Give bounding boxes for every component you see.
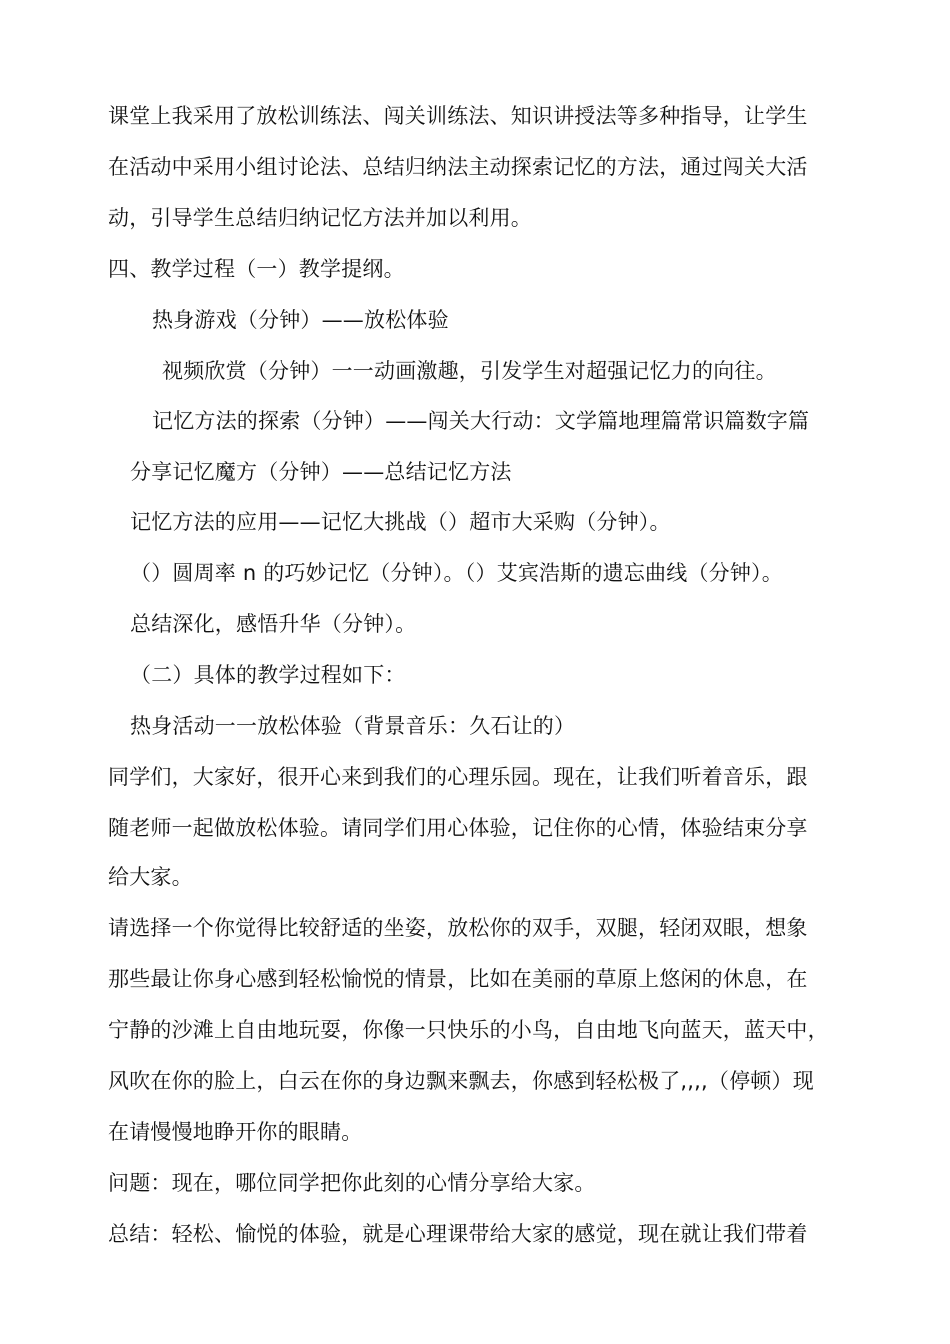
text-line: 宁静的沙滩上自由地玩耍，你像一只快乐的小鸟，自由地飞向蓝天，蓝天中，	[108, 1018, 829, 1042]
text-line: 风吹在你的脸上，白云在你的身边飘来飘去，你感到轻松极了,,,,（停顿）现	[108, 1069, 814, 1093]
outline-item: 记忆方法的探索（分钟）——闯关大行动：文学篇地理篇常识篇数字篇	[152, 409, 810, 433]
text-line: 请选择一个你觉得比较舒适的坐姿，放松你的双手，双腿，轻闭双眼，想象	[108, 916, 808, 940]
text-line: 那些最让你身心感到轻松愉悦的情景，比如在美丽的草原上悠闲的休息，在	[108, 967, 808, 991]
summary-line: 总结：轻松、愉悦的体验，就是心理课带给大家的感觉，现在就让我们带着	[108, 1222, 808, 1246]
text-line: 随老师一起做放松体验。请同学们用心体验，记住你的心情，体验结束分享	[108, 816, 808, 840]
text-line: 在请慢慢地睁开你的眼睛。	[108, 1120, 363, 1144]
outline-item: （）圆周率 n 的巧妙记忆（分钟）。（）艾宾浩斯的遗忘曲线（分钟）。	[130, 561, 783, 585]
text-line: 动，引导学生总结归纳记忆方法并加以利用。	[108, 206, 532, 230]
text-line: 课堂上我采用了放松训练法、闯关训练法、知识讲授法等多种指导，让学生	[108, 104, 808, 128]
outline-item: 总结深化，感悟升华（分钟）。	[130, 612, 417, 636]
activity-title: 热身活动一一放松体验（背景音乐：久石让的）	[130, 714, 576, 738]
outline-item: 记忆方法的应用——记忆大挑战（）超市大采购（分钟）。	[130, 510, 671, 534]
text-line: 在活动中采用小组讨论法、总结归纳法主动探索记忆的方法，通过闯关大活	[108, 155, 808, 179]
section-heading: 四、教学过程（一）教学提纲。	[108, 257, 405, 281]
text-line: 同学们，大家好，很开心来到我们的心理乐园。现在，让我们听着音乐，跟	[108, 765, 808, 789]
text-line: 给大家。	[108, 865, 193, 889]
question-line: 问题：现在，哪位同学把你此刻的心情分享给大家。	[108, 1171, 596, 1195]
outline-item: 热身游戏（分钟）——放松体验	[152, 308, 449, 332]
outline-item: 分享记忆魔方（分钟）——总结记忆方法	[130, 460, 512, 484]
subsection-heading: （二）具体的教学过程如下：	[130, 663, 406, 687]
outline-item: 视频欣赏（分钟）一一动画激趣，引发学生对超强记忆力的向往。	[162, 359, 777, 383]
